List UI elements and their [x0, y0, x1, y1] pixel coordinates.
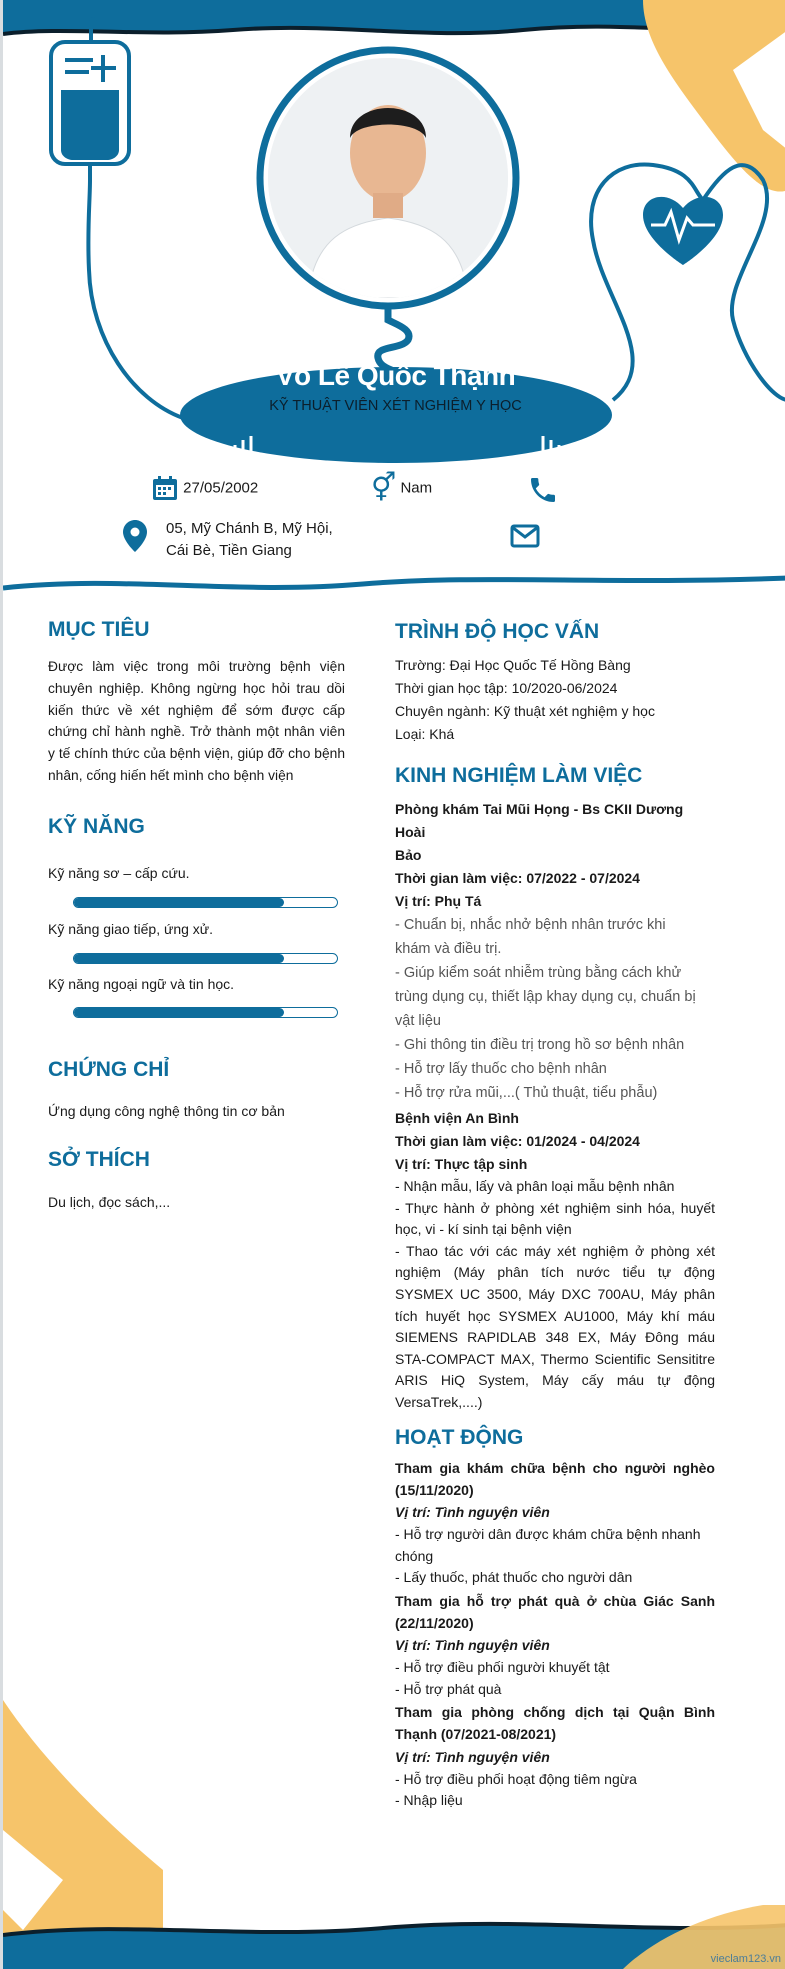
- activity-position: Vị trí: Tình nguyện viên: [395, 1504, 550, 1521]
- job-org-cont: Bảo: [395, 847, 422, 863]
- gender-row: [371, 471, 433, 504]
- education-major: Chuyên ngành: Kỹ thuật xét nghiệm y học: [395, 703, 655, 719]
- activity-name: Tham gia khám chữa bệnh cho người nghèo (15/11/2020): [395, 1460, 715, 1498]
- education-period: Thời gian học tập: 10/2020-06/2024: [395, 680, 618, 696]
- skill-bar: [73, 1007, 338, 1018]
- activity-task: - Lấy thuốc, phát thuốc cho người dân: [395, 1569, 633, 1586]
- education-grade: Loại: Khá: [395, 726, 455, 742]
- birthday-row: [151, 474, 258, 502]
- heart-pulse-icon: [643, 197, 723, 265]
- job-task: - Hỗ trợ rửa mũi,...( Thủ thuật, tiểu phẫu): [395, 1085, 658, 1101]
- activity-task: - Hỗ trợ điều phối người khuyết tật: [395, 1659, 610, 1676]
- gender-icon: ⚥: [371, 471, 397, 504]
- skills-list: [48, 865, 345, 1025]
- job-task: - Thực hành ở phòng xét nghiệm sinh hóa, huyết học, vi - kí sinh tại bệnh viện: [395, 1199, 715, 1238]
- header: [183, 360, 608, 414]
- mail-icon: [510, 524, 540, 548]
- address-line-1: 05, Mỹ Chánh B, Mỹ Hội,: [166, 520, 333, 537]
- activity-position: Vị trí: Tình nguyện viên: [395, 1748, 550, 1765]
- job-task: - Nhận mẫu, lấy và phân loại mẫu bệnh nhân: [395, 1178, 675, 1194]
- hobbies-heading: SỞ THÍCH: [48, 1148, 150, 1171]
- objective-heading: MỤC TIÊU: [48, 618, 150, 641]
- job-task: - Chuẩn bị, nhắc nhở bệnh nhân trước khi: [395, 917, 666, 933]
- activity-name: Tham gia hỗ trợ phát quà ở chùa Giác Sanh (22/11/2020): [395, 1592, 715, 1631]
- phone-row: [527, 474, 559, 510]
- gender-text: Nam: [400, 479, 433, 497]
- skill-bar: [73, 953, 338, 964]
- avatar: [268, 58, 508, 298]
- job-task: - Hỗ trợ lấy thuốc cho bệnh nhân: [395, 1061, 607, 1077]
- activity-task: - Hỗ trợ người dân được khám chữa bệnh nhanh chóng: [395, 1526, 701, 1564]
- skill-bar-fill: [74, 898, 284, 907]
- activities-heading: HOẠT ĐỘNG: [395, 1426, 524, 1449]
- person-photo-icon: [268, 58, 508, 298]
- skill-bar: [73, 897, 338, 908]
- job-task: trùng dụng cụ, thiết lập khay dụng cụ, chuẩn bị: [395, 989, 696, 1005]
- activity-position: Vị trí: Tình nguyện viên: [395, 1637, 550, 1654]
- address-line-2: Cái Bè, Tiền Giang: [166, 542, 292, 559]
- job-task: - Giúp kiểm soát nhiễm trùng bằng cách khử: [395, 965, 682, 981]
- job-period: Thời gian làm việc: 01/2024 - 04/2024: [395, 1133, 640, 1149]
- certificate-item: Ứng dụng công nghệ thông tin cơ bản: [48, 1103, 285, 1119]
- job-org: Bệnh viện An Bình: [395, 1110, 519, 1126]
- watermark: vieclam123.vn: [710, 1953, 781, 1965]
- skill-label: Kỹ năng ngoại ngữ và tin học.: [48, 976, 235, 992]
- job-task: - Thao tác với các máy xét nghiệm ở phòng xét nghiệm (Máy phân tích nước tiểu tự động SYSMEX UC 3500, Máy DXC 700AU, Máy phân tích huyết học SYSMEX AU1000, Máy khí máu SIEMENS RAPIDLAB 348 EX, Máy Đông máu STA-COMPACT MAX, Thermo Scientific Sensititre ARIS HiQ System, Máy cấy máu tự động VersaTrek,....): [395, 1242, 715, 1410]
- job-position: Vị trí: Thực tập sinh: [395, 1156, 528, 1172]
- activity-task: - Nhập liệu: [395, 1792, 463, 1809]
- education-details: [395, 654, 715, 746]
- activity-task: - Hỗ trợ điều phối hoạt động tiêm ngừa: [395, 1770, 637, 1787]
- activity-task: - Hỗ trợ phát quà: [395, 1680, 502, 1697]
- calendar-icon: [151, 474, 179, 502]
- full-name: Võ Lê Quốc Thạnh: [275, 360, 516, 391]
- email-row: [510, 524, 540, 552]
- address-row: [123, 518, 363, 562]
- education-heading: TRÌNH ĐỘ HỌC VẤN: [395, 620, 600, 643]
- phone-icon: [527, 474, 559, 506]
- job-position: Vị trí: Phụ Tá: [395, 893, 482, 909]
- activity-name: Tham gia phòng chống dịch tại Quận Bình Thạnh (07/2021-08/2021): [395, 1704, 715, 1742]
- skill-bar-fill: [74, 954, 284, 963]
- certificates-heading: CHỨNG CHỈ: [48, 1058, 170, 1081]
- education-school: Trường: Đại Học Quốc Tế Hồng Bàng: [395, 657, 631, 673]
- hobbies-text: Du lịch, đọc sách,...: [48, 1194, 171, 1210]
- job-task: - Ghi thông tin điều trị trong hồ sơ bệnh nhân: [395, 1037, 685, 1053]
- skill-bar-fill: [74, 1008, 284, 1017]
- skill-label: Kỹ năng sơ – cấp cứu.: [48, 865, 190, 881]
- location-pin-icon: [123, 520, 147, 552]
- skills-heading: KỸ NĂNG: [48, 815, 145, 838]
- job-task: vật liệu: [395, 1013, 441, 1029]
- objective-text: Được làm việc trong môi trường bệnh viện chuyên nghiệp. Không ngừng học hỏi trau dồi kiến thức về xét nghiệm để sớm được cấp chứng chỉ hành nghề. Trở thành một nhân viên y tế chính thức của bệnh viện, giúp đỡ cho bệnh nhân, cống hiến hết mình cho bệnh viện: [48, 659, 345, 783]
- experience-list: [395, 798, 715, 1414]
- activities-list: [395, 1458, 715, 1812]
- job-title: KỸ THUẬT VIÊN XÉT NGHIỆM Y HỌC: [269, 398, 522, 414]
- job-org: Phòng khám Tai Mũi Họng - Bs CKII Dương Hoài: [395, 801, 684, 840]
- experience-heading: KINH NGHIỆM LÀM VIỆC: [395, 764, 643, 787]
- skill-label: Kỹ năng giao tiếp, ứng xử.: [48, 921, 214, 937]
- job-period: Thời gian làm việc: 07/2022 - 07/2024: [395, 870, 640, 886]
- iv-bag-icon: [51, 19, 183, 418]
- birthday-text: 27/05/2002: [183, 479, 259, 497]
- job-task: khám và điều trị.: [395, 941, 502, 957]
